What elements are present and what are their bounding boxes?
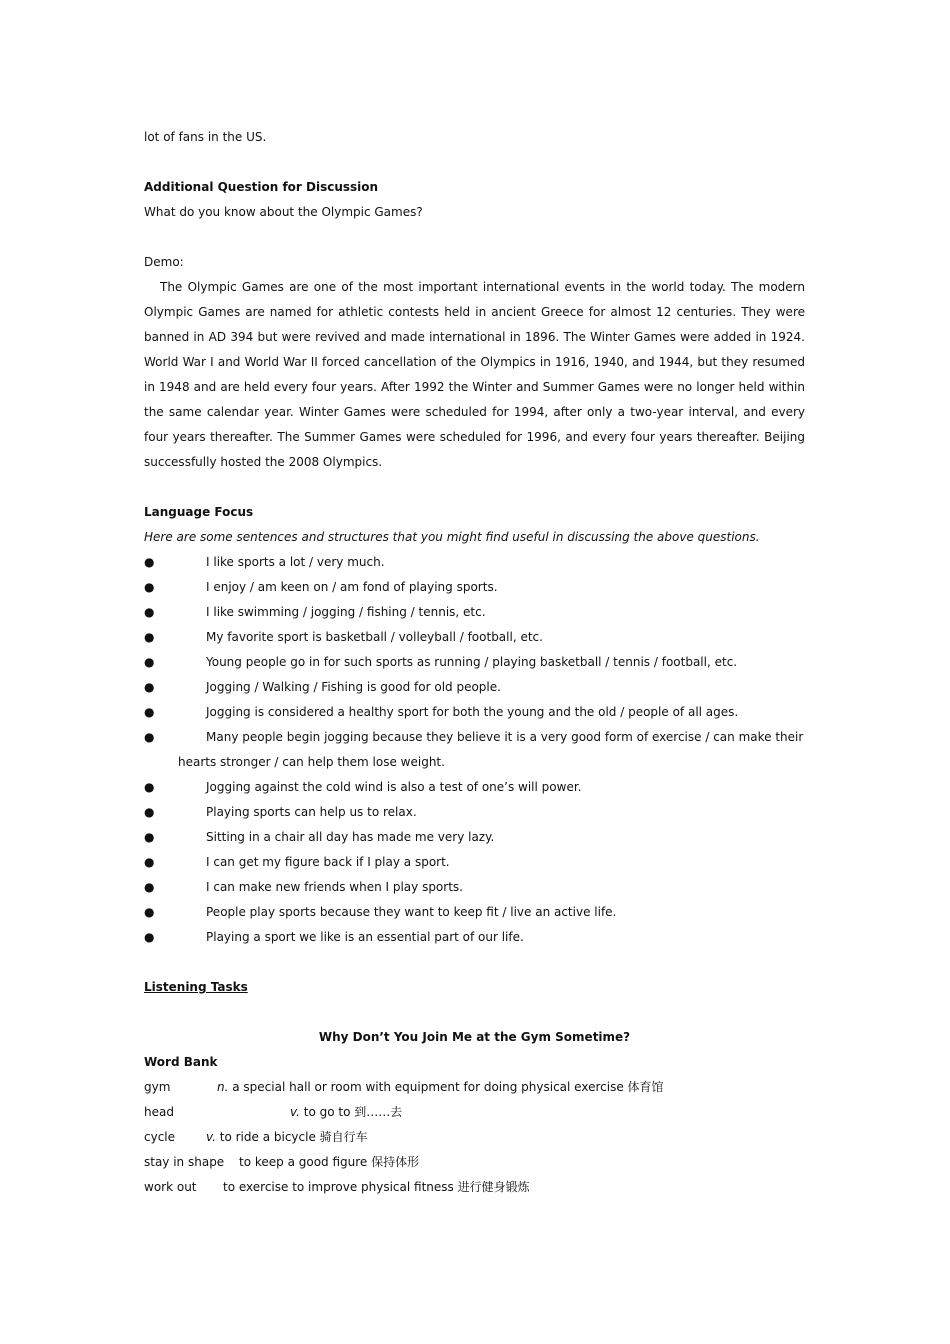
list-item: ● Jogging is considered a healthy sport for both the young and the old / people of all ages. xyxy=(144,700,805,725)
bullet-icon: ● xyxy=(144,555,155,569)
bullet-icon: ● xyxy=(144,655,155,669)
list-item: ● People play sports because they want to keep fit / live an active life. xyxy=(144,900,805,925)
list-item: ● I enjoy / am keen on / am fond of playing sports. xyxy=(144,575,805,600)
list-item: ● Playing sports can help us to relax. xyxy=(144,800,805,825)
bullet-icon: ● xyxy=(144,930,155,944)
word-definition: v. to ride a bicycle 骑自行车 xyxy=(206,1130,368,1144)
list-item: ● I can get my figure back if I play a sport. xyxy=(144,850,805,875)
word-definition: n. a special hall or room with equipment for doing physical exercise 体育馆 xyxy=(217,1080,664,1094)
word-definition: to exercise to improve physical fitness 进行健身锻炼 xyxy=(223,1180,530,1194)
bullet-icon: ● xyxy=(144,630,155,644)
list-item: ● Jogging against the cold wind is also a test of one’s will power. xyxy=(144,775,805,800)
list-item: ● I can make new friends when I play sports. xyxy=(144,875,805,900)
word-bank-heading: Word Bank xyxy=(144,1055,218,1069)
list-item: ● I like sports a lot / very much. xyxy=(144,550,805,575)
spacer xyxy=(144,950,805,975)
bullet-icon: ● xyxy=(144,805,155,819)
list-item: ● I like swimming / jogging / fishing / tennis, etc. xyxy=(144,600,805,625)
bullet-icon: ● xyxy=(144,680,155,694)
phrase-list xyxy=(144,550,805,950)
bullet-icon: ● xyxy=(144,705,155,719)
word-term: stay in shape xyxy=(144,1155,225,1169)
list-item: ● Sitting in a chair all day has made me very lazy. xyxy=(144,825,805,850)
word-term: gym xyxy=(144,1080,171,1094)
list-item: ● Many people begin jogging because they believe it is a very good form of exercise / can make their hearts stronger / can help them lose weight. xyxy=(144,725,805,775)
discussion-heading: Additional Question for Discussion xyxy=(144,180,379,194)
language-focus-heading: Language Focus xyxy=(144,505,254,519)
listening-title: Why Don’t You Join Me at the Gym Sometime? xyxy=(318,1030,631,1044)
document-page xyxy=(144,125,805,1200)
spacer xyxy=(144,225,805,250)
bullet-icon: ● xyxy=(144,605,155,619)
word-bank-row xyxy=(144,1150,805,1175)
word-definition: to keep a good figure 保持体形 xyxy=(239,1155,420,1169)
spacer xyxy=(144,1000,805,1025)
list-item: ● Jogging / Walking / Fishing is good for old people. xyxy=(144,675,805,700)
word-term: work out xyxy=(144,1180,197,1194)
spacer xyxy=(144,150,805,175)
word-bank-row xyxy=(144,1175,805,1200)
bullet-icon: ● xyxy=(144,580,155,594)
bullet-icon: ● xyxy=(144,830,155,844)
list-item: ● Young people go in for such sports as running / playing basketball / tennis / football, etc. xyxy=(144,650,805,675)
word-bank-row xyxy=(144,1125,805,1150)
bullet-icon: ● xyxy=(144,855,155,869)
discussion-question: What do you know about the Olympic Games? xyxy=(144,205,423,219)
word-definition: v. to go to 到……去 xyxy=(290,1105,403,1119)
bullet-icon: ● xyxy=(144,880,155,894)
word-term: head xyxy=(144,1105,174,1119)
list-item: ● Playing a sport we like is an essential part of our life. xyxy=(144,925,805,950)
list-item: ● My favorite sport is basketball / volleyball / football, etc. xyxy=(144,625,805,650)
word-bank-row xyxy=(144,1075,805,1100)
language-focus-intro: Here are some sentences and structures that you might find useful in discussing the above questions. xyxy=(144,530,760,544)
word-term: cycle xyxy=(144,1130,176,1144)
bullet-icon: ● xyxy=(144,730,155,744)
demo-label: Demo: xyxy=(144,255,184,269)
spacer xyxy=(144,475,805,500)
continuation-text: lot of fans in the US. xyxy=(144,130,267,144)
demo-paragraph: The Olympic Games are one of the most important international events in the world today. The modern Olympic Games are named for athletic contests held in ancient Greece for almost 12 centuries. They were banned in AD 394 but were revived and made international in 1896. The Winter Games were added in 1924. World War I and World War II forced cancellation of the Olympics in 1916, 1940, and 1944, but they resumed in 1948 and are held every four years. After 1992 the Winter and Summer Games were no longer held within the same calendar year. Winter Games were scheduled for 1994, after only a two-year interval, and every four years thereafter. The Summer Games were scheduled for 1996, and every four years thereafter. Beijing successfully hosted the 2008 Olympics. xyxy=(144,280,805,469)
word-bank-row xyxy=(144,1100,805,1125)
bullet-icon: ● xyxy=(144,905,155,919)
listening-heading: Listening Tasks xyxy=(144,980,248,994)
bullet-icon: ● xyxy=(144,780,155,794)
